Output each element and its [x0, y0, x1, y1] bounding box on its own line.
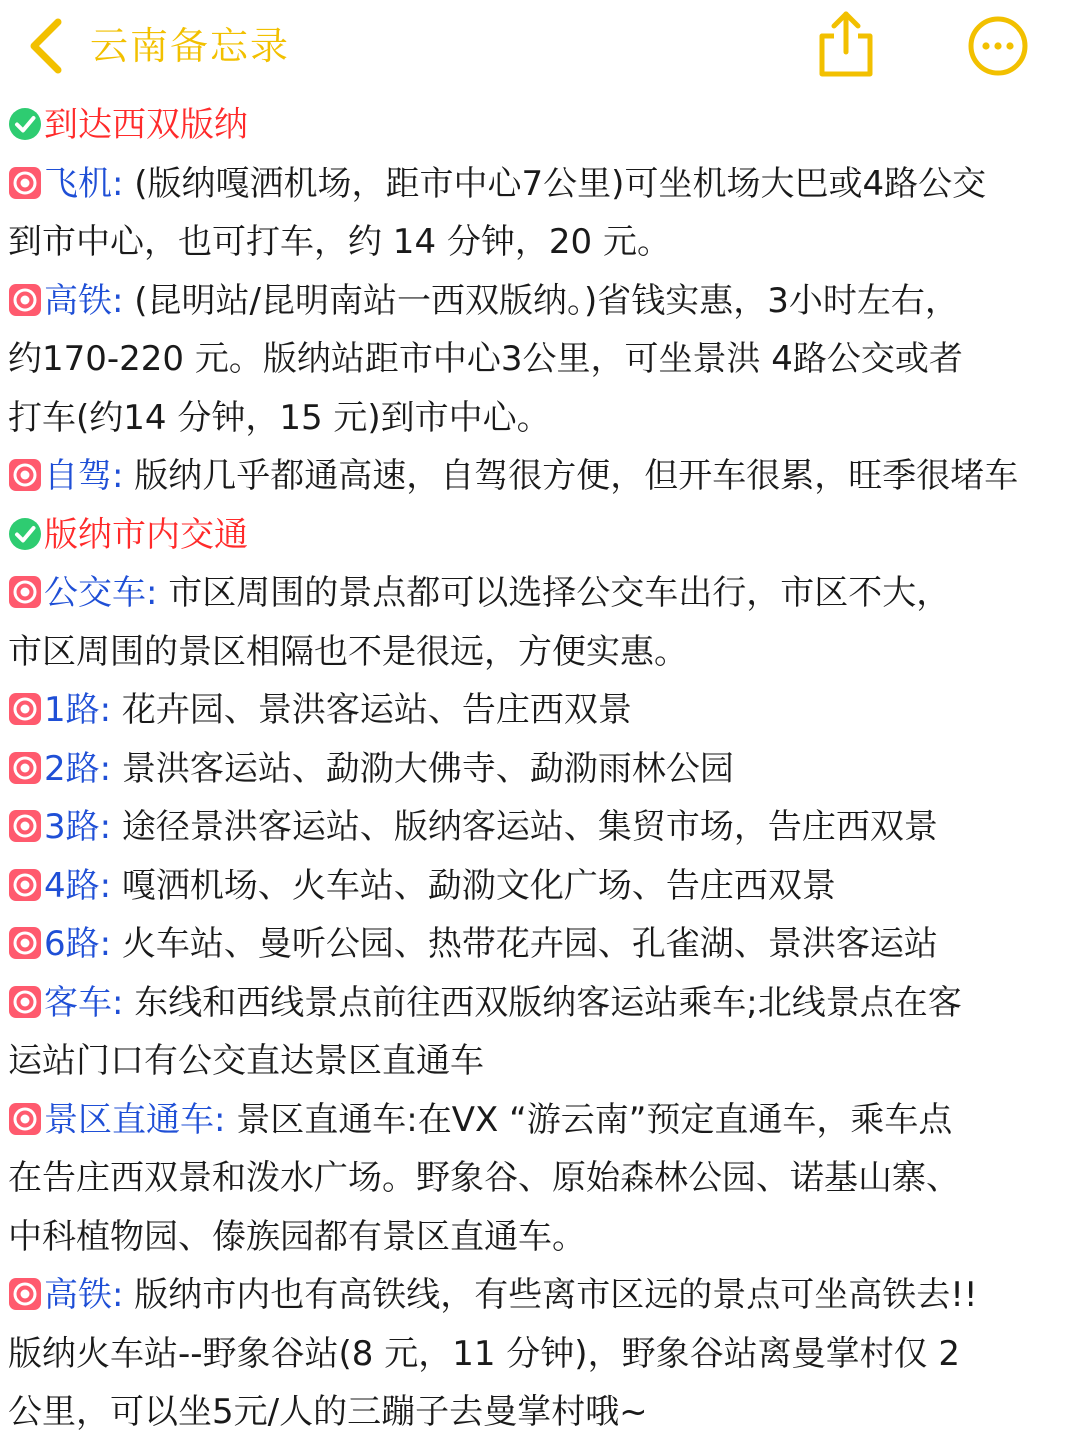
item-key-label: 客车:	[44, 982, 124, 1023]
note-item-line	[8, 740, 1074, 799]
item-text: 嘎洒机场、火车站、勐泐文化广场、告庄西双景	[121, 865, 836, 906]
item-key-label: 飞机:	[44, 163, 124, 204]
record-button-icon	[8, 575, 42, 609]
continuation-text: 在告庄西双景和泼水广场。野象谷、原始森林公园、诺基山寨、	[8, 1158, 960, 1198]
record-button-icon	[8, 458, 42, 492]
record-button-icon	[8, 926, 42, 960]
note-item-line	[8, 974, 1074, 1033]
note-item-line	[8, 1091, 1074, 1150]
section-heading-text: 到达西双版纳	[44, 105, 248, 145]
note-item-line	[8, 798, 1074, 857]
item-key-label: 高铁:	[44, 280, 124, 321]
item-text: 花卉园、景洪客运站、告庄西双景	[121, 690, 632, 730]
check-circle-icon	[8, 107, 42, 141]
item-key-label: 4路:	[44, 865, 112, 906]
item-key-label: 自驾:	[44, 456, 124, 496]
item-key-label: 公交车:	[44, 573, 158, 613]
continuation-text: 中科植物园、傣族园都有景区直通车。	[8, 1216, 586, 1257]
note-text-line	[8, 1032, 1074, 1091]
note-text-line	[8, 1149, 1074, 1208]
note-item-line	[8, 1266, 1074, 1325]
item-text: 途径景洪客运站、版纳客运站、集贸市场，告庄西双景	[121, 807, 938, 847]
nav-bar	[0, 0, 1080, 95]
record-button-icon	[8, 868, 42, 902]
continuation-text: 到市中心，也可打车，约 14 分钟，20 元。	[8, 222, 671, 262]
note-text-line	[8, 213, 1074, 272]
item-key-label: 高铁:	[44, 1275, 124, 1315]
chevron-left-icon	[22, 14, 72, 78]
record-button-icon	[8, 283, 42, 317]
continuation-text: 版纳火车站--野象谷站(8 元，11 分钟)，野象谷站离曼掌村仅 2	[8, 1333, 961, 1374]
note-text-line	[8, 1325, 1074, 1384]
note-body[interactable]	[8, 96, 1074, 1440]
more-icon	[966, 14, 1030, 78]
note-item-line	[8, 447, 1074, 506]
record-button-icon	[8, 166, 42, 200]
item-key-label: 3路:	[44, 807, 112, 847]
item-key-label: 1路:	[44, 690, 112, 730]
item-key-label: 2路:	[44, 748, 112, 789]
note-item-line	[8, 857, 1074, 916]
note-item-line	[8, 564, 1074, 623]
item-key-label: 6路:	[44, 924, 112, 964]
page-title: 云南备忘录	[90, 24, 291, 68]
section-heading-text: 版纳市内交通	[44, 514, 248, 555]
note-item-line	[8, 272, 1074, 331]
note-text-line	[8, 1383, 1074, 1440]
note-text-line	[8, 389, 1074, 448]
item-text: 市区周围的景点都可以选择公交车出行，市区不大，	[168, 573, 951, 613]
section-heading	[8, 506, 1074, 565]
share-icon	[814, 6, 878, 82]
share-button[interactable]	[814, 6, 878, 82]
more-button[interactable]	[966, 14, 1030, 78]
record-button-icon	[8, 751, 42, 785]
record-button-icon	[8, 1277, 42, 1311]
record-button-icon	[8, 809, 42, 843]
item-text: 景区直通车:在VX “游云南”预定直通车，乘车点	[236, 1099, 953, 1140]
note-text-line	[8, 1208, 1074, 1267]
note-item-line	[8, 915, 1074, 974]
note-item-line	[8, 681, 1074, 740]
item-text: 火车站、曼听公园、热带花卉园、孔雀湖、景洪客运站	[121, 924, 938, 964]
item-text: 版纳市内也有高铁线，有些离市区远的景点可坐高铁去!!	[134, 1275, 978, 1315]
item-text: (版纳嘎洒机场，距市中心7公里)可坐机场大巴或4路公交	[134, 163, 987, 204]
note-item-line	[8, 155, 1074, 214]
continuation-text: 约170-220 元。版纳站距市中心3公里，可坐景洪 4路公交或者	[8, 339, 963, 379]
continuation-text: 打车(约14 分钟，15 元)到市中心。	[8, 397, 551, 438]
back-button[interactable]	[22, 14, 72, 78]
continuation-text: 公里，可以坐5元/人的三蹦子去曼掌村哦~	[8, 1392, 648, 1432]
record-button-icon	[8, 1102, 42, 1136]
item-key-label: 景区直通车:	[44, 1099, 226, 1140]
note-text-line	[8, 330, 1074, 389]
check-circle-icon	[8, 517, 42, 551]
continuation-text: 运站门口有公交直达景区直通车	[8, 1041, 484, 1081]
continuation-text: 市区周围的景区相隔也不是很远，方便实惠。	[8, 631, 688, 672]
record-button-icon	[8, 985, 42, 1019]
section-heading	[8, 96, 1074, 155]
record-button-icon	[8, 692, 42, 726]
item-text: 版纳几乎都通高速，自驾很方便，但开车很累，旺季很堵车	[134, 456, 1019, 496]
item-text: 东线和西线景点前往西双版纳客运站乘车;北线景点在客	[134, 982, 962, 1023]
item-text: (昆明站/昆明南站一西双版纳。)省钱实惠，3小时左右，	[134, 280, 959, 321]
item-text: 景洪客运站、勐泐大佛寺、勐泐雨林公园	[121, 748, 734, 789]
note-text-line	[8, 623, 1074, 682]
